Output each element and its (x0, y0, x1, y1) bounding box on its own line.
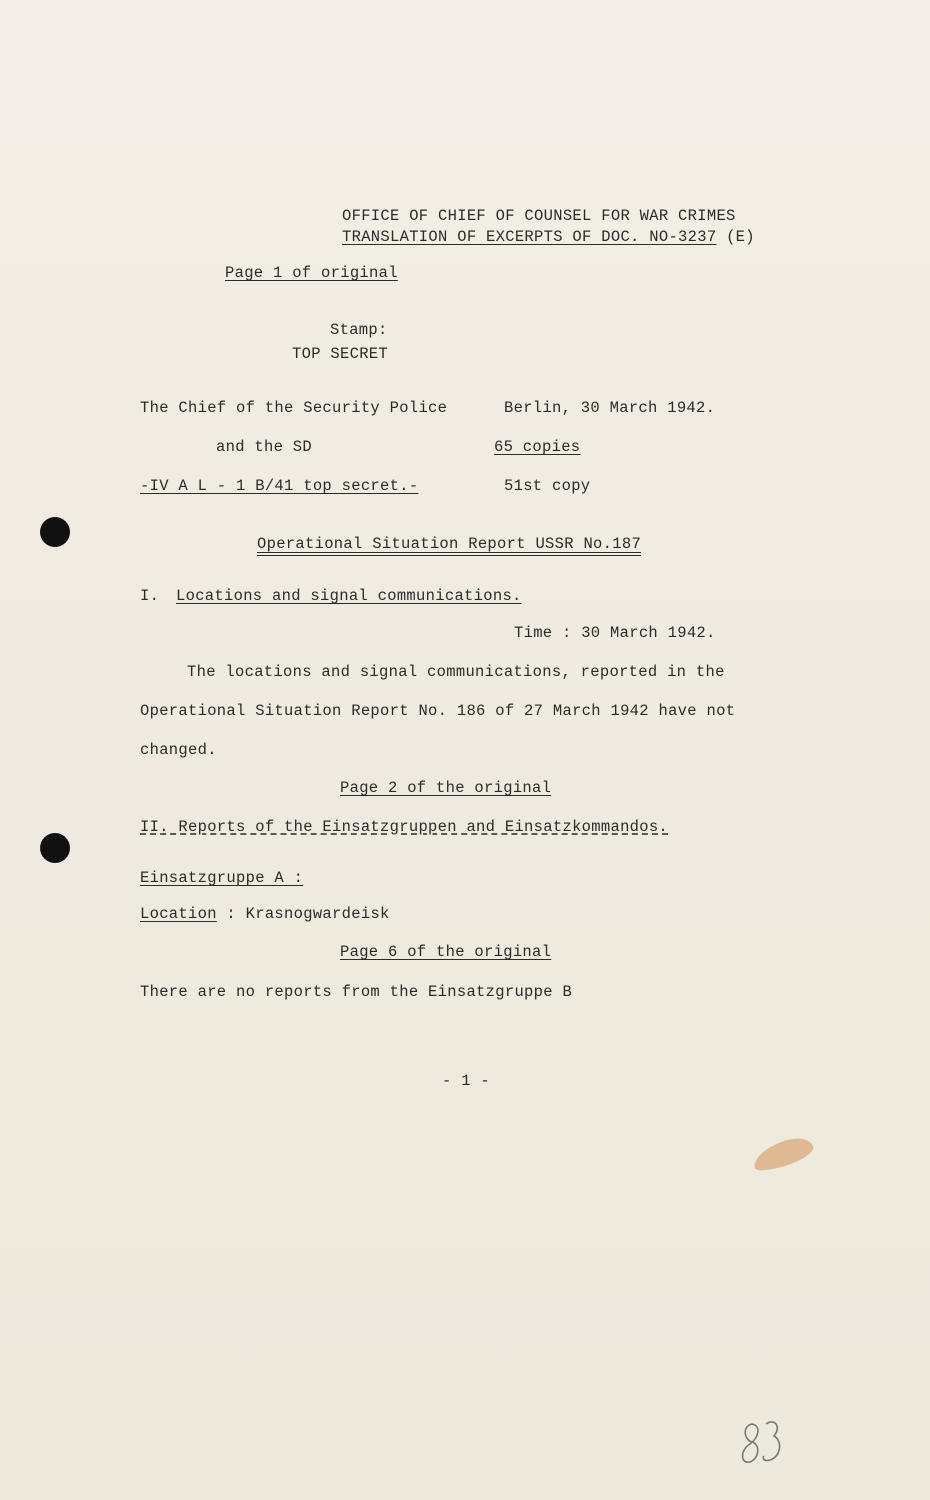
location-value: : Krasnogwardeisk (226, 905, 390, 923)
location-label: Location (140, 905, 217, 923)
punch-hole-top (40, 517, 70, 547)
page-reference-3: Page 6 of the original (340, 943, 552, 961)
place-date: Berlin, 30 March 1942. (504, 399, 716, 417)
file-reference: -IV A L - 1 B/41 top secret.- (140, 477, 419, 495)
section-1-time: Time : 30 March 1942. (514, 624, 716, 642)
header-translation-line (342, 230, 755, 246)
location-line (140, 907, 390, 923)
handwritten-note (738, 1410, 786, 1470)
section-1-body-line: Operational Situation Report No. 186 of 27 March 1942 have not (140, 702, 736, 720)
copy-number: 51st copy (504, 477, 591, 495)
paper-stain (750, 1133, 816, 1175)
page-number: - 1 - (442, 1072, 491, 1090)
section-1-body-line: The locations and signal communications, reported in the (187, 663, 725, 681)
stamp-value: TOP SECRET (292, 345, 389, 363)
section-2-heading: II. Reports of the Einsatzgruppen and Einsatzkommandos. (140, 818, 669, 836)
punch-hole-bottom (40, 833, 70, 863)
stamp-label: Stamp: (330, 321, 388, 339)
copies-count: 65 copies (494, 438, 581, 456)
header-translation-title: TRANSLATION OF EXCERPTS OF DOC. NO-3237 (342, 228, 717, 246)
section-1-heading: Locations and signal communications. (176, 587, 522, 605)
section-1-body-line: changed. (140, 741, 217, 759)
page-reference-1: Page 1 of original (225, 264, 398, 282)
page-reference-2: Page 2 of the original (340, 779, 552, 797)
einsatzgruppe-a-heading: Einsatzgruppe A : (140, 869, 304, 887)
sender-title: The Chief of the Security Police (140, 399, 448, 417)
sender-sd: and the SD (216, 438, 313, 456)
header-office-line: OFFICE OF CHIEF OF COUNSEL FOR WAR CRIMES (342, 207, 736, 225)
header-translation-suffix: (E) (726, 228, 755, 246)
no-reports-line: There are no reports from the Einsatzgruppe B (140, 983, 573, 1001)
section-1-number: I. (140, 587, 160, 605)
report-title: Operational Situation Report USSR No.187 (257, 535, 642, 553)
